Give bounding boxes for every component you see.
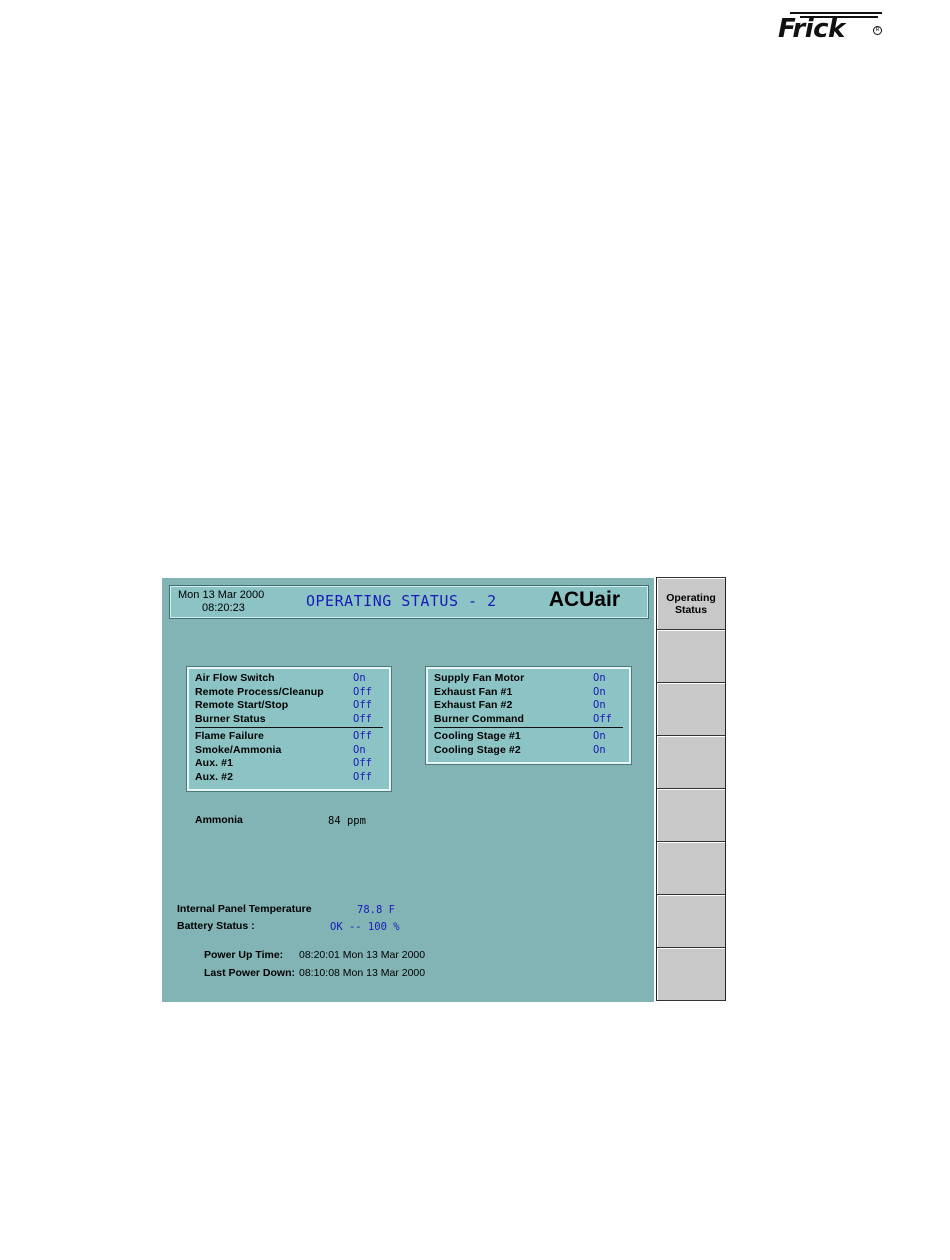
status-value: Off (353, 699, 372, 711)
battery-status-value: OK -- 100 % (330, 921, 400, 933)
brand-name: ACUair (548, 588, 620, 611)
status-value: Off (593, 712, 612, 725)
status-value: Off (353, 757, 372, 769)
page-title: OPERATING STATUS - 2 (306, 592, 497, 610)
soft-key-8-button[interactable] (657, 948, 725, 1001)
status-row (195, 672, 383, 686)
battery-status-label: Battery Status : (177, 920, 255, 932)
status-row (195, 686, 383, 700)
power-up-time-label: Power Up Time: (204, 949, 284, 961)
soft-key-6-button[interactable] (657, 842, 725, 895)
operating-status-screen (162, 578, 654, 1002)
status-label: Aux. #2 (195, 770, 234, 783)
status-label: Cooling Stage #1 (434, 730, 521, 742)
status-value: On (593, 672, 606, 684)
status-row (195, 730, 383, 744)
current-time: 08:20:23 (202, 602, 245, 614)
status-label: Cooling Stage #2 (434, 743, 521, 756)
divider (195, 727, 383, 728)
last-power-down-label: Last Power Down: (204, 967, 296, 979)
status-label: Aux. #1 (195, 757, 234, 769)
status-row (195, 699, 383, 713)
operating-status-button[interactable]: Operating Status (657, 577, 725, 630)
status-value: Off (353, 770, 372, 783)
panel-temperature-label: Internal Panel Temperature (177, 903, 312, 915)
status-label: Exhaust Fan #2 (434, 699, 513, 711)
panel-temperature-value: 78.8 F (357, 904, 395, 916)
status-row (434, 713, 623, 727)
power-up-time-value: 08:20:01 Mon 13 Mar 2000 (299, 949, 426, 961)
ammonia-label: Ammonia (195, 814, 243, 826)
title-bar (169, 585, 649, 619)
status-value: On (593, 743, 606, 756)
status-label: Remote Start/Stop (195, 699, 289, 711)
soft-key-7-button[interactable] (657, 895, 725, 948)
status-value: Off (353, 730, 372, 742)
status-value: Off (353, 712, 372, 725)
datetime (178, 589, 264, 615)
soft-key-3-button[interactable] (657, 683, 725, 736)
registered-mark-icon: R (873, 26, 882, 35)
status-label: Remote Process/Cleanup (195, 685, 324, 698)
status-row (434, 699, 623, 713)
status-value: On (593, 685, 606, 698)
logo-text: Frick (778, 14, 845, 44)
status-row (195, 771, 383, 785)
status-label: Burner Command (434, 712, 525, 725)
status-row (434, 730, 623, 744)
status-label: Supply Fan Motor (434, 672, 525, 684)
status-label: Burner Status (195, 712, 266, 725)
soft-key-5-button[interactable] (657, 789, 725, 842)
status-label: Air Flow Switch (195, 672, 275, 684)
status-value: On (593, 730, 606, 742)
status-row (195, 713, 383, 727)
status-label: Exhaust Fan #1 (434, 685, 513, 698)
soft-key-2-button[interactable] (657, 630, 725, 683)
soft-key-4-button[interactable] (657, 736, 725, 789)
status-label: Flame Failure (195, 730, 264, 742)
status-value: On (353, 672, 366, 684)
status-row (434, 672, 623, 686)
status-row (195, 744, 383, 758)
status-row (195, 757, 383, 771)
status-label: Smoke/Ammonia (195, 743, 282, 756)
status-row (434, 744, 623, 758)
status-row (434, 686, 623, 700)
current-date: Mon 13 Mar 2000 (178, 589, 265, 601)
last-power-down-value: 08:10:08 Mon 13 Mar 2000 (299, 967, 426, 979)
digital-outputs-box (426, 667, 631, 764)
status-value: Off (353, 685, 372, 698)
ammonia-value: 84 ppm (328, 815, 366, 827)
status-value: On (353, 743, 366, 756)
status-value: On (593, 699, 606, 711)
frick-logo (778, 10, 886, 44)
digital-inputs-box (187, 667, 391, 791)
divider (434, 727, 623, 728)
soft-key-column (656, 577, 726, 1001)
